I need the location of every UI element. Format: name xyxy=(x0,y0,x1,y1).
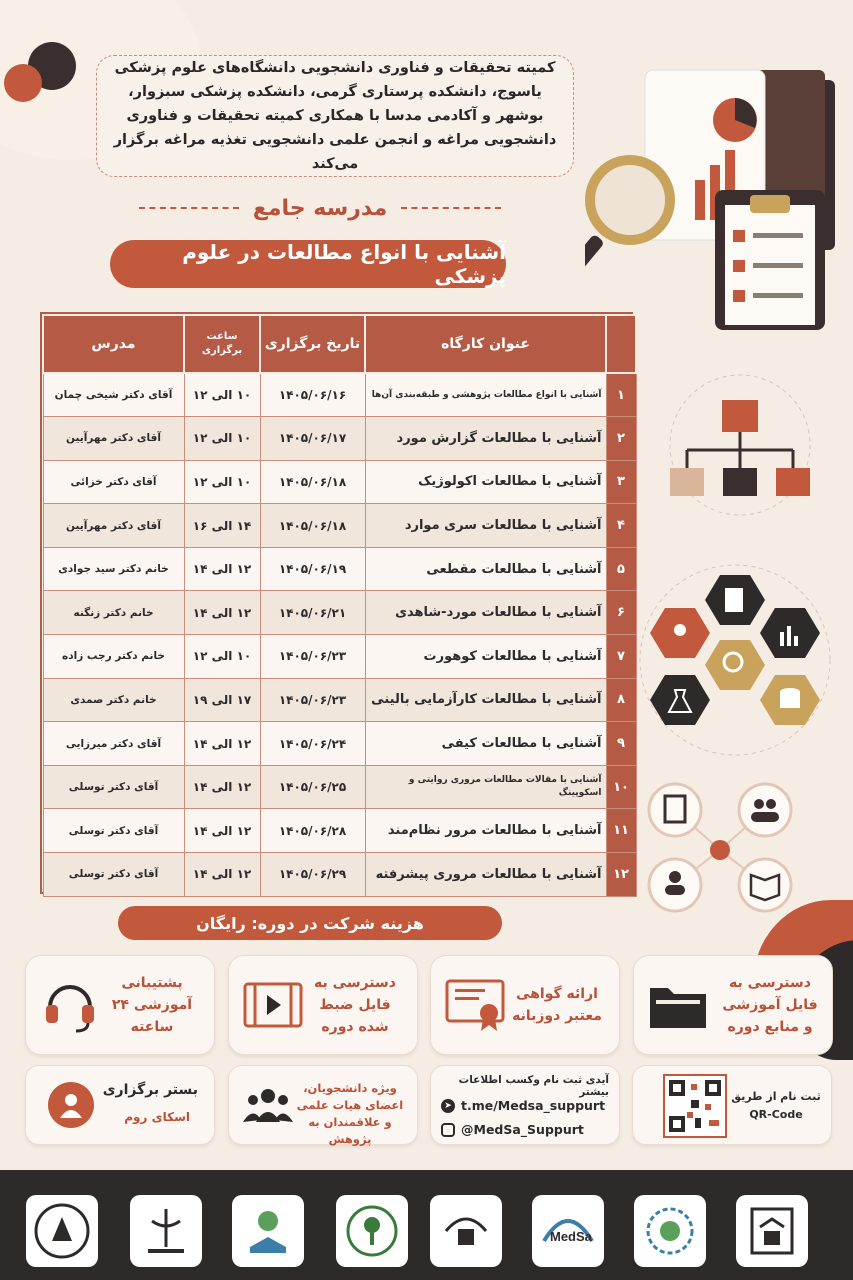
feature-certificate xyxy=(430,955,620,1055)
row-time: ۱۰ الی ۱۲ xyxy=(184,417,260,461)
row-num: ۹ xyxy=(606,722,636,766)
row-time: ۱۷ الی ۱۹ xyxy=(184,678,260,722)
table-row xyxy=(43,591,636,635)
user-profile-icon xyxy=(48,1082,94,1128)
group-icon xyxy=(243,1086,293,1130)
feature-recordings xyxy=(228,955,418,1055)
research-illustration xyxy=(585,30,845,330)
row-date: ۱۴۰۵/۰۶/۲۵ xyxy=(260,765,365,809)
table-row xyxy=(43,809,636,853)
table-row xyxy=(43,765,636,809)
row-time: ۱۲ الی ۱۴ xyxy=(184,547,260,591)
row-date: ۱۴۰۵/۰۶/۲۹ xyxy=(260,853,365,897)
row-instructor: آقای دکتر شیخی چمان xyxy=(43,373,184,417)
row-date: ۱۴۰۵/۰۶/۱۸ xyxy=(260,460,365,504)
row-num: ۱۰ xyxy=(606,765,636,809)
row-date: ۱۴۰۵/۰۶/۲۳ xyxy=(260,635,365,679)
row-title: آشنایی با مطالعات گزارش مورد xyxy=(365,417,606,461)
row-title: آشنایی با مطالعات سری موارد xyxy=(365,504,606,548)
row-date: ۱۴۰۵/۰۶/۲۴ xyxy=(260,722,365,766)
sponsor-logo xyxy=(336,1195,408,1267)
row-date: ۱۴۰۵/۰۶/۲۳ xyxy=(260,678,365,722)
row-num: ۵ xyxy=(606,547,636,591)
row-instructor: آقای دکتر خزائی xyxy=(43,460,184,504)
row-instructor: آقای دکتر توسلی xyxy=(43,809,184,853)
course-title: آشنایی با انواع مطالعات در علوم پزشکی xyxy=(110,240,506,288)
row-num: ۷ xyxy=(606,635,636,679)
decor-dash xyxy=(401,207,501,209)
row-title: آشنایی با مطالعات اکولوژیک xyxy=(365,460,606,504)
row-title: آشنایی با مطالعات مروری پیشرفته xyxy=(365,853,606,897)
certificate-icon xyxy=(443,973,507,1037)
row-title: آشنایی با مقالات مطالعات مروری روایتی و اسکوپینگ xyxy=(365,765,606,809)
table-row xyxy=(43,373,636,417)
table-row xyxy=(43,678,636,722)
row-time: ۱۲ الی ۱۴ xyxy=(184,765,260,809)
row-instructor: خانم دکتر رجب زاده xyxy=(43,635,184,679)
qr-label: ثبت نام از طریق xyxy=(731,1090,821,1103)
decor-circle xyxy=(4,64,42,102)
row-time: ۱۲ الی ۱۴ xyxy=(184,809,260,853)
table-header-row xyxy=(43,315,636,373)
row-instructor: آقای دکتر توسلی xyxy=(43,765,184,809)
row-num: ۶ xyxy=(606,591,636,635)
contact-card xyxy=(430,1065,620,1145)
qr-label-code: QR-Code xyxy=(749,1108,803,1121)
table-row xyxy=(43,853,636,897)
row-num: ۱۱ xyxy=(606,809,636,853)
feature-support xyxy=(25,955,215,1055)
row-time: ۱۴ الی ۱۶ xyxy=(184,504,260,548)
row-title: آشنایی با مطالعات کیفی xyxy=(365,722,606,766)
table-row xyxy=(43,417,636,461)
table-row xyxy=(43,635,636,679)
row-instructor: آقای دکتر مهرآیین xyxy=(43,417,184,461)
feature-text: پشتیبانی آموزشی ۲۴ ساعته xyxy=(111,975,193,1035)
header-num xyxy=(606,315,636,373)
sponsor-logo xyxy=(26,1195,98,1267)
row-num: ۲ xyxy=(606,417,636,461)
row-date: ۱۴۰۵/۰۶/۱۹ xyxy=(260,547,365,591)
qr-card xyxy=(632,1065,832,1145)
fee-banner: هزینه شرکت در دوره: رایگان xyxy=(118,906,502,940)
feature-text: دسترسی به فایل ضبط شده دوره xyxy=(314,975,396,1035)
intro-box xyxy=(96,55,574,177)
row-date: ۱۴۰۵/۰۶/۲۱ xyxy=(260,591,365,635)
intro-text: کمیته تحقیقات و فناوری دانشجویی دانشگاه‌های علوم پزشکی یاسوج، دانشکده پرستاری گرمی، دانشکده پزشکی سبزوار، بوشهر و آکادمی مدسا با همکاری کمیته تحقیقات و فناوری دانشجویی مراغه و انجمن علمی دانشجویی تغذیه مراغه برگزار می‌کند xyxy=(113,60,557,172)
medsa-logo xyxy=(532,1195,604,1267)
sponsor-logo xyxy=(736,1195,808,1267)
svg-text:MedSa: MedSa xyxy=(550,1229,592,1244)
row-title: آشنایی با مطالعات مورد-شاهدی xyxy=(365,591,606,635)
telegram-link[interactable] xyxy=(441,1098,605,1113)
telegram-icon: ➤ xyxy=(441,1099,455,1113)
sponsor-logo xyxy=(130,1195,202,1267)
people-icon-hub xyxy=(645,770,845,920)
row-title: آشنایی با مطالعات کوهورت xyxy=(365,635,606,679)
row-title: آشنایی با انواع مطالعات پژوهشی و طبقه‌بندی آن‌ها xyxy=(365,373,606,417)
row-time: ۱۲ الی ۱۴ xyxy=(184,722,260,766)
instagram-handle: @MedSa_Suppurt xyxy=(461,1122,584,1137)
instagram-link[interactable] xyxy=(441,1122,584,1137)
research-hexagon-cluster xyxy=(625,560,845,760)
platform-title: بستر برگزاری xyxy=(102,1082,198,1098)
video-icon xyxy=(241,973,305,1037)
headset-icon xyxy=(38,973,102,1037)
school-title-row xyxy=(110,190,530,226)
audience-text: ویژه دانشجویان، اعضای هیات علمی و علاقمندان به پژوهش xyxy=(296,1081,404,1146)
row-instructor: آقای دکتر توسلی xyxy=(43,853,184,897)
row-num: ۱۲ xyxy=(606,853,636,897)
footer-logo-strip xyxy=(0,1170,853,1280)
telegram-handle: t.me/Medsa_suppurt xyxy=(461,1098,606,1113)
row-instructor: آقای دکتر میرزایی xyxy=(43,722,184,766)
feature-text: ارائه گواهی معتبر دوزبانه xyxy=(512,986,602,1024)
row-date: ۱۴۰۵/۰۶/۲۸ xyxy=(260,809,365,853)
sponsor-logo xyxy=(430,1195,502,1267)
row-time: ۱۲ الی ۱۴ xyxy=(184,591,260,635)
row-instructor: آقای دکتر مهرآیین xyxy=(43,504,184,548)
row-num: ۴ xyxy=(606,504,636,548)
row-time: ۱۰ الی ۱۲ xyxy=(184,373,260,417)
row-date: ۱۴۰۵/۰۶/۱۶ xyxy=(260,373,365,417)
folder-icon xyxy=(646,973,710,1037)
table-row xyxy=(43,504,636,548)
row-num: ۸ xyxy=(606,678,636,722)
header-title: عنوان کارگاه xyxy=(365,315,606,373)
table-row xyxy=(43,722,636,766)
hierarchy-icon xyxy=(640,370,840,520)
row-instructor: خانم دکتر سید جوادی xyxy=(43,547,184,591)
contact-title: آیدی ثبت نام وکسب اطلاعات بیشتر xyxy=(458,1074,609,1098)
school-title: مدرسه جامع xyxy=(252,195,388,221)
table-row xyxy=(43,547,636,591)
header-date: تاریخ برگزاری xyxy=(260,315,365,373)
row-time: ۱۰ الی ۱۲ xyxy=(184,460,260,504)
qr-code[interactable] xyxy=(663,1074,727,1138)
row-title: آشنایی با مطالعات کارآزمایی بالینی xyxy=(365,678,606,722)
row-title: آشنایی با مطالعات مرور نظام‌مند xyxy=(365,809,606,853)
row-title: آشنایی با مطالعات مقطعی xyxy=(365,547,606,591)
decor-dash xyxy=(139,207,239,209)
instagram-icon xyxy=(441,1123,455,1137)
header-time: ساعت برگزاری xyxy=(184,315,260,373)
sponsor-logo xyxy=(232,1195,304,1267)
feature-text: دسترسی به فایل آموزشی و منابع دوره xyxy=(722,975,818,1035)
schedule-table xyxy=(40,312,633,894)
row-time: ۱۲ الی ۱۴ xyxy=(184,853,260,897)
row-num: ۳ xyxy=(606,460,636,504)
platform-value: اسکای روم xyxy=(124,1110,190,1124)
header-instructor: مدرس xyxy=(43,315,184,373)
row-time: ۱۰ الی ۱۲ xyxy=(184,635,260,679)
row-date: ۱۴۰۵/۰۶/۱۷ xyxy=(260,417,365,461)
row-date: ۱۴۰۵/۰۶/۱۸ xyxy=(260,504,365,548)
feature-course-files xyxy=(633,955,833,1055)
row-instructor: خانم دکتر زنگنه xyxy=(43,591,184,635)
sponsor-logo xyxy=(634,1195,706,1267)
platform-card xyxy=(25,1065,215,1145)
table-row xyxy=(43,460,636,504)
audience-card xyxy=(228,1065,418,1145)
row-instructor: خانم دکتر صمدی xyxy=(43,678,184,722)
row-num: ۱ xyxy=(606,373,636,417)
